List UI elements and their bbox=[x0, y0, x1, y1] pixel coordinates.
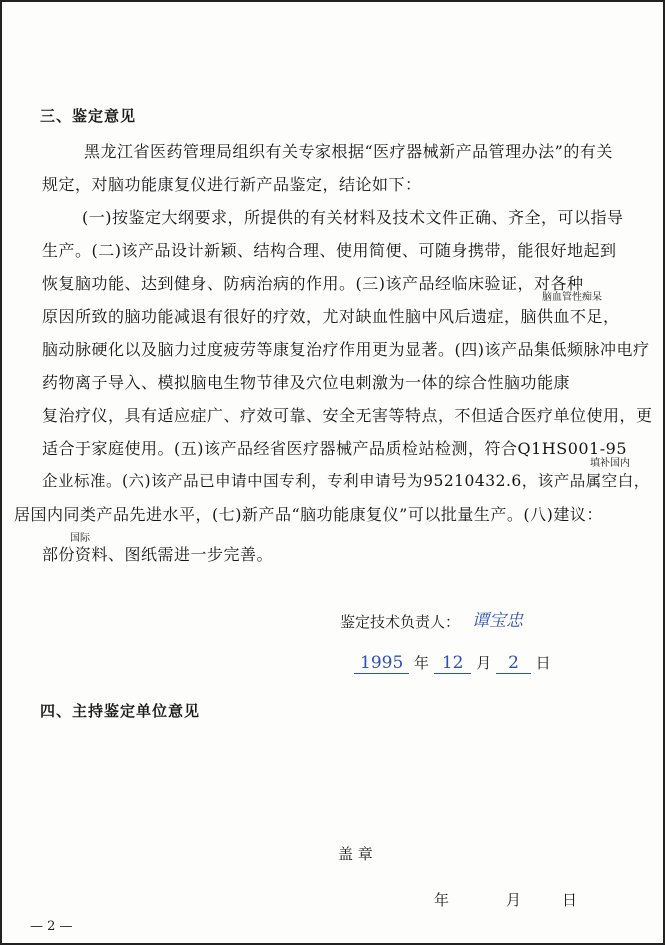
body-line: 企业标准。(六)该产品已申请中国专利，专利申请号为95210432.6，该产品属空白， bbox=[42, 472, 650, 490]
date-month: 12 bbox=[434, 653, 472, 674]
date-year-label: 年 bbox=[414, 654, 430, 672]
margin-annotation: 国际 bbox=[70, 533, 90, 544]
body-line: 恢复脑功能、达到健身、防病治病的作用。(三)该产品经临床验证，对各种 bbox=[42, 274, 584, 293]
margin-annotation: 脑血管性痴呆 bbox=[542, 292, 602, 303]
body-line: (一)按鉴定大纲要求，所提供的有关材料及技术文件正确、齐全，可以指导 bbox=[82, 208, 624, 227]
date-day-label: 日 bbox=[535, 654, 551, 672]
section-4-heading: 四、主持鉴定单位意见 bbox=[40, 702, 201, 720]
body-line: 适合于家庭使用。(五)该产品经省医疗器械产品质检站检测，符合Q1HS001-95 bbox=[42, 439, 628, 458]
date-day: 2 bbox=[496, 653, 531, 674]
seal-label: 盖 章 bbox=[338, 845, 373, 863]
body-line: 药物离子导入、模拟脑电生物节律及穴位电刺激为一体的综合性脑功能康 bbox=[42, 373, 571, 392]
section-3-heading: 三、鉴定意见 bbox=[40, 107, 137, 125]
body-line: 复治疗仪，具有适应症广、疗效可靠、安全无害等特点，不但适合医疗单位使用，更 bbox=[42, 406, 653, 425]
body-line: 居国内同类产品先进水平，(七)新产品“脑功能康复仪”可以批量生产。(八)建议： bbox=[14, 505, 603, 524]
signature-label: 鉴定技术负责人： bbox=[340, 613, 461, 631]
blank-date-year-label: 年 bbox=[434, 891, 450, 909]
page-number: — 2 — bbox=[30, 919, 73, 934]
signature: 谭宝忠 bbox=[472, 611, 523, 631]
body-line: 部份资料、图纸需进一步完善。 bbox=[42, 545, 274, 564]
margin-annotation: 填补国内 bbox=[590, 458, 630, 469]
date-month-label: 月 bbox=[476, 654, 492, 672]
date-year: 1995 bbox=[354, 653, 409, 674]
body-line: 原因所致的脑功能减退有很好的疗效，尤对缺血性脑中风后遗症，脑供血不足， bbox=[42, 307, 620, 326]
date-line bbox=[354, 652, 551, 674]
body-line: 生产。(二)该产品设计新颖、结构合理、使用简便、可随身携带，能很好地起到 bbox=[42, 241, 617, 260]
body-line: 黑龙江省医药管理局组织有关专家根据“医疗器械新产品管理办法”的有关 bbox=[84, 142, 613, 161]
blank-date-month-label: 月 bbox=[506, 891, 522, 909]
body-line: 脑动脉硬化以及脑力过度疲劳等康复治疗作用更为显著。(四)该产品集低频脉冲电疗 bbox=[42, 340, 650, 359]
body-line: 规定，对脑功能康复仪进行新产品鉴定，结论如下： bbox=[42, 175, 422, 194]
blank-date-day-label: 日 bbox=[562, 891, 578, 909]
